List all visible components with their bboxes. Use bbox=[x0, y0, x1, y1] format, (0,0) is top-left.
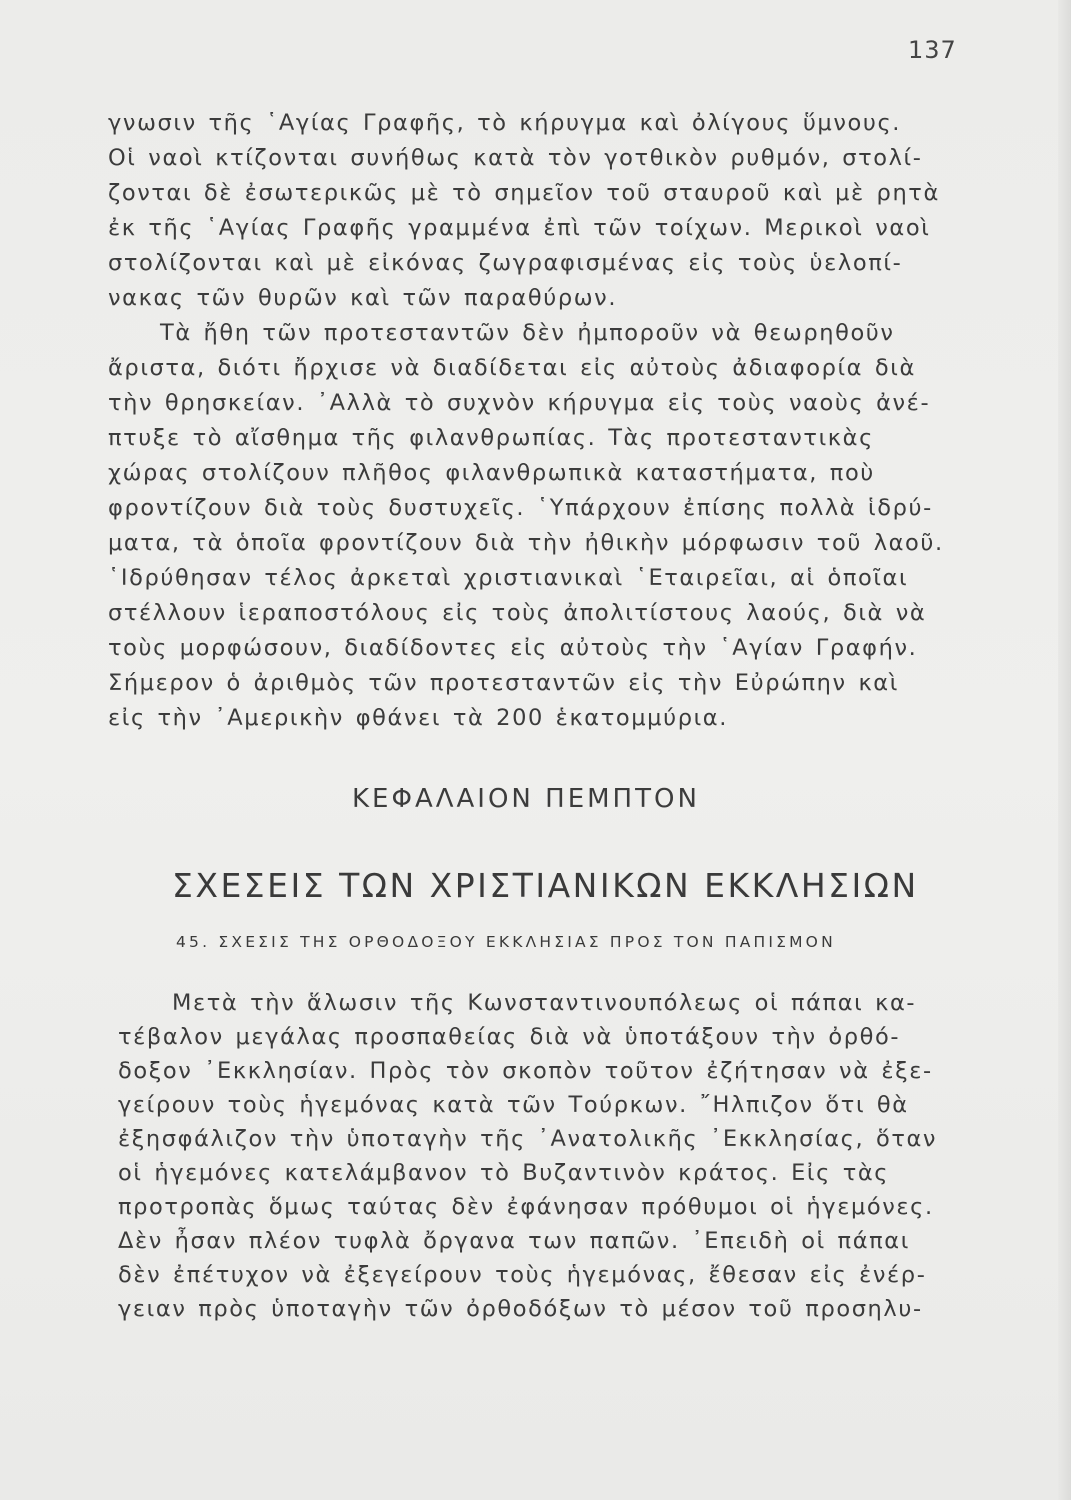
text-line: Τὰ ἤθη τῶν προτεσταντῶν δὲν ἠμποροῦν νὰ θεωρηθοῦν bbox=[160, 320, 895, 346]
text-line: ἄριστα, διότι ἤρχισε νὰ διαδίδεται εἰς αὐτοὺς ἀδιαφορία διὰ bbox=[108, 355, 916, 381]
text-line: πτυξε τὸ αἴσθημα τῆς φιλανθρωπίας. Τὰς προτεσταντικὰς bbox=[108, 425, 874, 451]
text-line: ἐκ τῆς ῾Αγίας Γραφῆς γραμμένα ἐπὶ τῶν τοίχων. Μερικοὶ ναοὶ bbox=[108, 215, 931, 241]
chapter-heading: ΚΕΦΑΛΑΙΟΝ ΠΕΜΠΤΟΝ bbox=[352, 784, 700, 814]
text-line: Σήμερον ὁ ἀριθμὸς τῶν προτεσταντῶν εἰς τὴν Εὐρώπην καὶ bbox=[108, 670, 899, 696]
text-line: ματα, τὰ ὁποῖα φροντίζουν διὰ τὴν ἠθικὴν μόρφωσιν τοῦ λαοῦ. bbox=[108, 530, 944, 556]
text-line: γνωσιν τῆς ῾Αγίας Γραφῆς, τὸ κήρυγμα καὶ ὀλίγους ὕμνους. bbox=[108, 110, 902, 136]
page-number: 137 bbox=[908, 36, 957, 64]
text-line: Μετὰ τὴν ἅλωσιν τῆς Κωνσταντινουπόλεως οἱ πάπαι κα- bbox=[172, 990, 917, 1016]
main-heading: ΣΧΕΣΕΙΣ ΤΩΝ ΧΡΙΣΤΙΑΝΙΚΩΝ ΕΚΚΛΗΣΙΩΝ bbox=[172, 866, 919, 905]
text-line: ἐξησφάλιζον τὴν ὑποταγὴν τῆς ᾿Ανατολικῆς ᾿Εκκλησίας, ὅταν bbox=[118, 1126, 938, 1152]
scan-edge bbox=[1058, 0, 1071, 1500]
text-line: τὴν θρησκείαν. ᾿Αλλὰ τὸ συχνὸν κήρυγμα εἰς τοὺς ναοὺς ἀνέ- bbox=[108, 390, 931, 416]
text-line: οἱ ἡγεμόνες κατελάμβανον τὸ Βυζαντινὸν κράτος. Εἰς τὰς bbox=[118, 1160, 890, 1186]
text-line: Δὲν ἦσαν πλέον τυφλὰ ὄργανα των παπῶν. ᾿Επειδὴ οἱ πάπαι bbox=[118, 1228, 910, 1254]
text-line: Οἱ ναοὶ κτίζονται συνήθως κατὰ τὸν γοτθικὸν ρυθμόν, στολί- bbox=[108, 145, 923, 171]
text-line: φροντίζουν διὰ τοὺς δυστυχεῖς. ῾Υπάρχουν ἐπίσης πολλὰ ἱδρύ- bbox=[108, 495, 933, 521]
text-line: εἰς τὴν ᾿Αμερικὴν φθάνει τὰ 200 ἑκατομμύρια. bbox=[108, 705, 728, 731]
text-line: τοὺς μορφώσουν, διαδίδοντες εἰς αὐτοὺς τὴν ῾Αγίαν Γραφήν. bbox=[108, 635, 918, 661]
text-line: τέβαλον μεγάλας προσπαθείας διὰ νὰ ὑποτάξουν τὴν ὀρθό- bbox=[118, 1024, 901, 1050]
text-line: ζονται δὲ ἐσωτερικῶς μὲ τὸ σημεῖον τοῦ σταυροῦ καὶ μὲ ρητὰ bbox=[108, 180, 940, 206]
text-line: χώρας στολίζουν πλῆθος φιλανθρωπικὰ καταστήματα, ποὺ bbox=[108, 460, 875, 486]
text-line: στέλλουν ἱεραποστόλους εἰς τοὺς ἀπολιτίστους λαούς, διὰ νὰ bbox=[108, 600, 927, 626]
section-heading: 45. ΣΧΕΣΙΣ ΤΗΣ ΟΡΘΟΔΟΞΟΥ ΕΚΚΛΗΣΙΑΣ ΠΡΟΣ ΤΟΝ ΠΑΠΙΣΜΟΝ bbox=[176, 933, 836, 951]
text-line: προτροπὰς ὅμως ταύτας δὲν ἐφάνησαν πρόθυμοι οἱ ἡγεμόνες. bbox=[118, 1194, 934, 1220]
text-line: δὲν ἐπέτυχον νὰ ἐξεγείρουν τοὺς ἡγεμόνας, ἔθεσαν εἰς ἐνέρ- bbox=[118, 1262, 927, 1288]
text-line: στολίζονται καὶ μὲ εἰκόνας ζωγραφισμένας εἰς τοὺς ὑελοπί- bbox=[108, 250, 903, 276]
text-line: δοξον ᾿Εκκλησίαν. Πρὸς τὸν σκοπὸν τοῦτον ἐζήτησαν νὰ ἐξε- bbox=[118, 1058, 933, 1084]
text-line: νακας τῶν θυρῶν καὶ τῶν παραθύρων. bbox=[108, 285, 618, 311]
text-line: γειαν πρὸς ὑποταγὴν τῶν ὀρθοδόξων τὸ μέσον τοῦ προσηλυ- bbox=[118, 1296, 923, 1322]
text-line: γείρουν τοὺς ἡγεμόνας κατὰ τῶν Τούρκων. ῎Ηλπιζον ὅτι θὰ bbox=[118, 1092, 909, 1118]
text-line: ῾Ιδρύθησαν τέλος ἀρκεταὶ χριστιανικαὶ ῾Εταιρεῖαι, αἱ ὁποῖαι bbox=[108, 565, 909, 591]
